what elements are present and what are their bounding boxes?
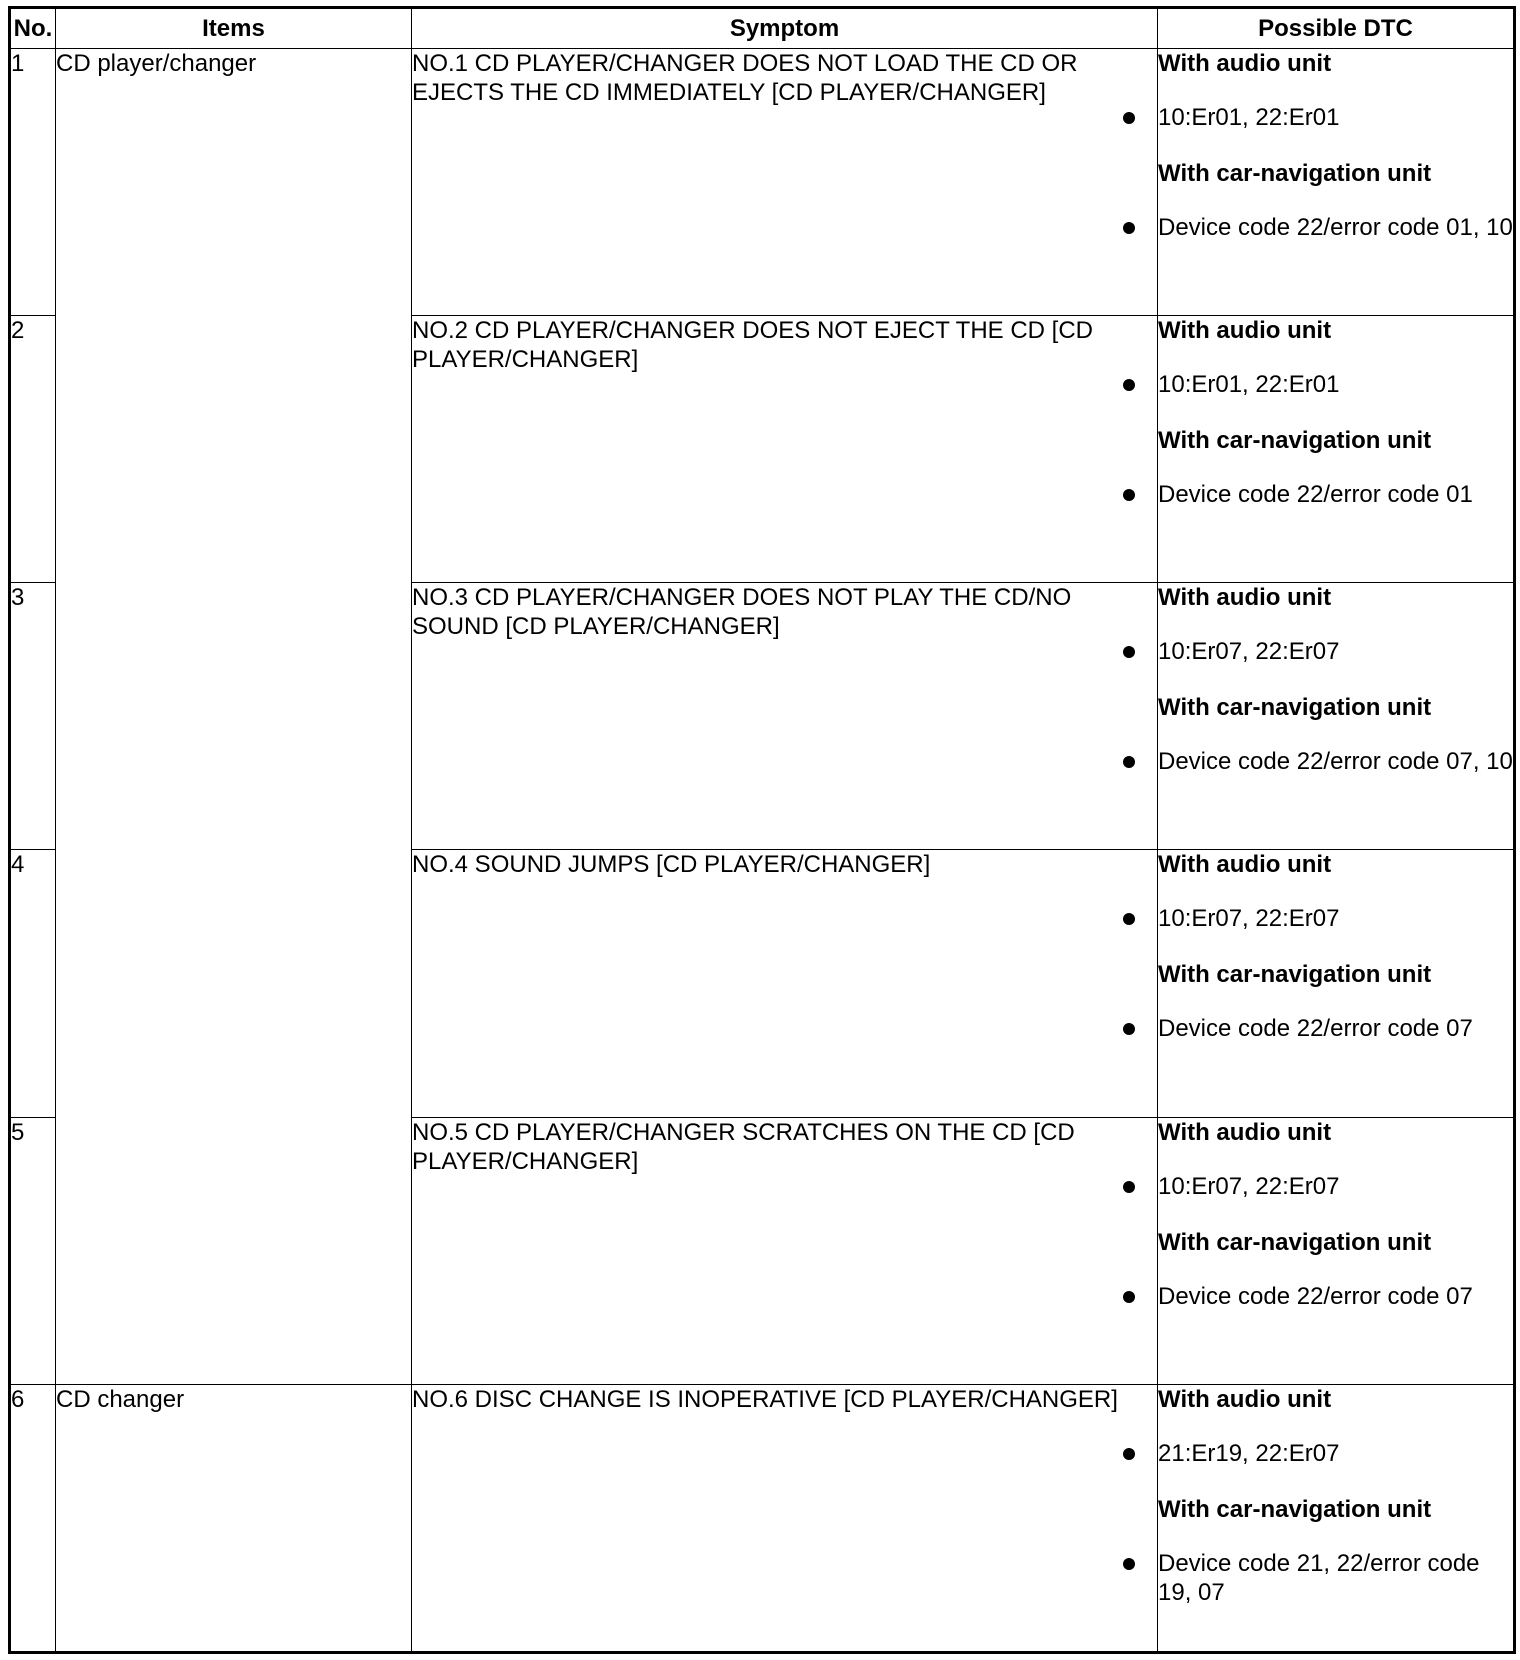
row-number: 2 <box>10 316 56 583</box>
nav-code-item <box>1158 1014 1513 1043</box>
header-items: Items <box>56 8 412 49</box>
bullet-icon <box>1123 1181 1135 1193</box>
dtc-cell <box>1158 850 1515 1117</box>
row-number: 5 <box>10 1117 56 1384</box>
audio-code: 10:Er01, 22:Er01 <box>1158 104 1340 131</box>
header-row <box>10 8 1515 49</box>
audio-code-item <box>1158 103 1513 132</box>
dtc-cell <box>1158 583 1515 850</box>
nav-code: Device code 22/error code 01, 10 <box>1158 214 1513 241</box>
bullet-icon <box>1123 1291 1135 1303</box>
bullet-icon <box>1123 112 1135 124</box>
nav-code: Device code 22/error code 07 <box>1158 1015 1473 1043</box>
audio-code-item <box>1158 1439 1513 1468</box>
bullet-icon <box>1123 1448 1135 1460</box>
nav-unit-label: With car-navigation unit <box>1158 961 1432 989</box>
audio-unit-label: With audio unit <box>1158 851 1332 879</box>
audio-code-item <box>1158 904 1513 933</box>
audio-code: 10:Er07, 22:Er07 <box>1158 905 1340 933</box>
nav-code: Device code 22/error code 07 <box>1158 1282 1473 1310</box>
row-number: 4 <box>10 850 56 1117</box>
item-cell: CD changer <box>56 1384 412 1652</box>
header-symptom: Symptom <box>412 8 1158 49</box>
nav-code-item <box>1158 1549 1513 1607</box>
audio-unit-label: With audio unit <box>1158 1385 1332 1413</box>
dtc-cell <box>1158 1384 1515 1652</box>
audio-code: 10:Er07, 22:Er07 <box>1158 1172 1340 1200</box>
nav-unit-label: With car-navigation unit <box>1158 694 1432 722</box>
audio-code: 10:Er01, 22:Er01 <box>1158 371 1340 399</box>
audio-unit-label: With audio unit <box>1158 584 1332 612</box>
header-no: No. <box>10 8 56 49</box>
nav-code-item <box>1158 747 1513 776</box>
audio-code-item <box>1158 1172 1513 1201</box>
row-number: 3 <box>10 583 56 850</box>
audio-code-item <box>1158 370 1513 399</box>
nav-code: Device code 22/error code 01 <box>1158 481 1473 509</box>
row-number: 6 <box>10 1384 56 1652</box>
symptom-cell: NO.2 CD PLAYER/CHANGER DOES NOT EJECT THE CD [CD PLAYER/CHANGER] <box>412 316 1158 583</box>
header-possible-dtc: Possible DTC <box>1158 8 1515 49</box>
symptom-cell: NO.5 CD PLAYER/CHANGER SCRATCHES ON THE CD [CD PLAYER/CHANGER] <box>412 1117 1158 1384</box>
dtc-cell <box>1158 49 1515 316</box>
symptom-cell: NO.4 SOUND JUMPS [CD PLAYER/CHANGER] <box>412 850 1158 1117</box>
item-cell: CD player/changer <box>56 49 412 1385</box>
dtc-cell <box>1158 1117 1515 1384</box>
audio-unit-label: With audio unit <box>1158 1118 1332 1146</box>
row-number: 1 <box>10 49 56 316</box>
nav-unit-label: With car-navigation unit <box>1158 1228 1432 1256</box>
nav-unit-label: With car-navigation unit <box>1158 160 1432 187</box>
bullet-icon <box>1123 222 1135 234</box>
symptom-cell: NO.1 CD PLAYER/CHANGER DOES NOT LOAD THE CD OR EJECTS THE CD IMMEDIATELY [CD PLAYER/CHANGER] <box>412 49 1158 316</box>
nav-unit-label: With car-navigation unit <box>1158 427 1432 455</box>
nav-code-item <box>1158 213 1513 242</box>
bullet-icon <box>1123 1558 1135 1570</box>
nav-code-item <box>1158 1282 1513 1311</box>
symptom-cell: NO.3 CD PLAYER/CHANGER DOES NOT PLAY THE CD/NO SOUND [CD PLAYER/CHANGER] <box>412 583 1158 850</box>
audio-unit-label: With audio unit <box>1158 317 1332 345</box>
audio-unit-label: With audio unit <box>1158 50 1332 77</box>
nav-code-item <box>1158 480 1513 509</box>
nav-code: Device code 22/error code 07, 10 <box>1158 748 1513 776</box>
audio-code-item <box>1158 637 1513 666</box>
dtc-cell <box>1158 316 1515 583</box>
nav-unit-label: With car-navigation unit <box>1158 1495 1432 1523</box>
dtc-table <box>8 6 1516 1654</box>
table-row <box>10 49 1515 316</box>
table-row <box>10 1384 1515 1652</box>
nav-code: Device code 21, 22/error code 19, 07 <box>1158 1549 1480 1606</box>
symptom-cell: NO.6 DISC CHANGE IS INOPERATIVE [CD PLAYER/CHANGER] <box>412 1384 1158 1652</box>
audio-code: 10:Er07, 22:Er07 <box>1158 638 1340 666</box>
audio-code: 21:Er19, 22:Er07 <box>1158 1439 1340 1467</box>
